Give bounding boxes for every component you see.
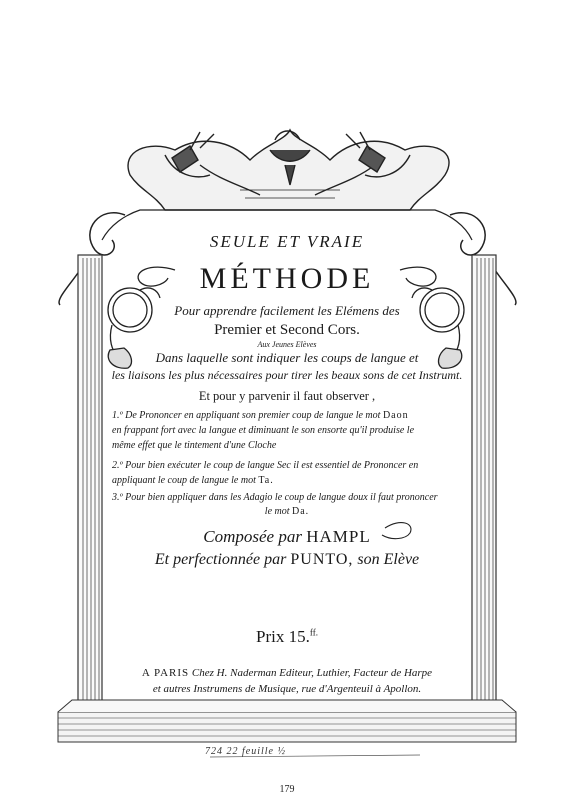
editor-name: PUNTO, xyxy=(290,551,354,568)
composer-name: HAMPL xyxy=(306,527,371,546)
plinth-base xyxy=(58,700,516,742)
subtitle-pour-apprendre: Pour apprendre facilement les Elémens des xyxy=(174,303,400,318)
price xyxy=(0,627,574,647)
subtitle-jeunes-eleves: Aux Jeunes Elèves xyxy=(257,340,317,349)
imprint-publisher: Chez H. Naderman Editeur, Luthier, Facteur de Harpe xyxy=(191,667,433,679)
price-text: Prix 15. xyxy=(256,627,310,646)
rule-3-line-2 xyxy=(0,506,574,517)
imprint-line-2: et autres Instrumens de Musique, rue d'Argenteuil à Apollon. xyxy=(152,683,422,695)
composee-text: Composée par xyxy=(203,527,302,546)
line-composee-par xyxy=(0,527,574,547)
subtitle-premier-second-cors: Premier et Second Cors. xyxy=(214,322,360,338)
heading-seule-et-vraie: SEULE ET VRAIE xyxy=(209,232,365,251)
subtitle-liaisons: les liaisons les plus nécessaires pour tirer les beaux sons de cet Instrumt. xyxy=(111,368,463,382)
rule-1-line-3: même effet que le tintement d'une Cloche xyxy=(112,440,277,451)
rule-1-line-2: en frappant fort avec la langue et diminuant le son ensorte qu'il produise le xyxy=(112,425,415,436)
imprint-city: A PARIS xyxy=(141,667,190,679)
rule-1-word: Daon xyxy=(382,410,409,421)
rule-2-line-2 xyxy=(112,475,472,486)
perf-suffix: son Elève xyxy=(357,551,420,568)
perf-text: Et perfectionnée par xyxy=(154,551,287,568)
rule-2-text: appliquant le coup de langue le mot xyxy=(112,475,256,486)
handwritten-note: 724 22 feuille ½ xyxy=(205,746,286,757)
rule-3-text: le mot xyxy=(264,506,290,517)
line-perfectionnee-par xyxy=(0,551,574,569)
rule-3-word: Da. xyxy=(292,506,310,517)
imprint-line-1 xyxy=(0,667,574,679)
rococo-crest-ornament xyxy=(128,130,449,210)
page-number: 179 xyxy=(279,784,295,795)
line-pour-parvenir: Et pour y parvenir il faut observer , xyxy=(198,389,376,403)
rule-2-word: Ta. xyxy=(258,475,274,486)
subtitle-dans-laquelle: Dans laquelle sont indiquer les coups de langue et xyxy=(155,350,419,365)
rule-2-line-1: 2.º Pour bien exécuter le coup de langue Sec il est essentiel de Prononcer en xyxy=(112,460,419,471)
rule-1-text: 1.º De Prononcer en appliquant son premier coup de langue le mot xyxy=(112,410,381,421)
rule-1-line-1 xyxy=(112,410,472,421)
price-unit: ff. xyxy=(309,627,318,638)
rule-3-line-1: 3.º Pour bien appliquer dans les Adagio le coup de langue doux il faut prononcer xyxy=(112,492,438,503)
heading-methode: MÉTHODE xyxy=(199,262,375,295)
